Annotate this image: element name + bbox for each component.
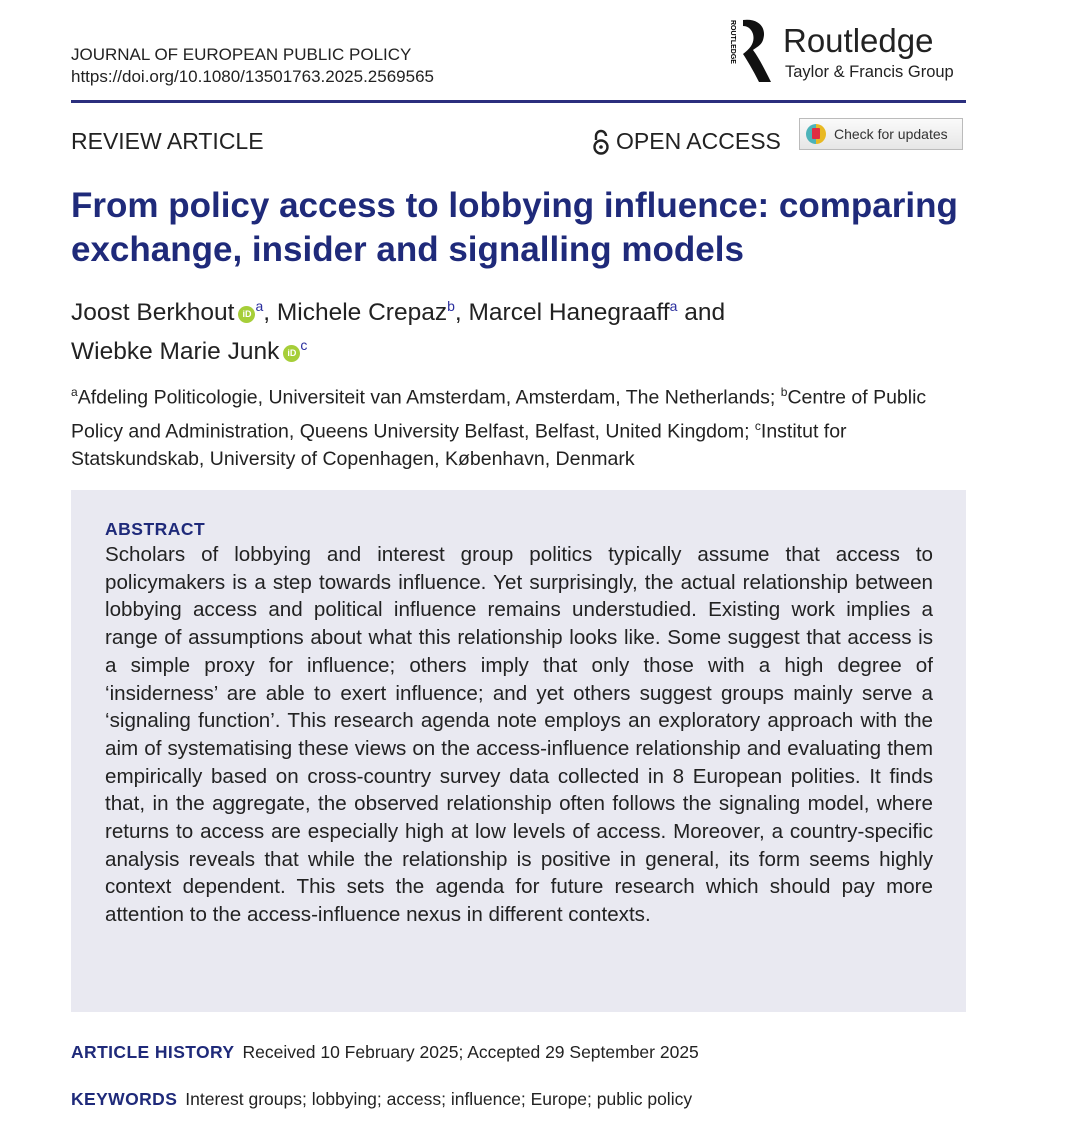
article-history-label: ARTICLE HISTORY: [71, 1042, 235, 1062]
author-name[interactable]: Marcel Hanegraaff: [468, 299, 670, 327]
author-list: Joost Berkhout $iD^a$, Michele Crepaz$^b$, Marcel Hanegraaff$^a$ and Wiebke Marie Junk $iD^c$: [71, 298, 726, 366]
affiliations: [71, 378, 971, 473]
affiliation-marker: a: [669, 298, 678, 314]
author-name[interactable]: Wiebke Marie Junk: [71, 338, 280, 366]
abstract-text: Scholars of lobbying and interest group politics typically assume that access to policymakers is a step towards influence. Yet surprisingly, the actual relationship between lobbying access and political influence remains understudied. Existing work implies a range of assumptions about what this relationship looks like. Some suggest that access is a simple proxy for influence; others imply that only those with a high degree of ‘insiderness’ are able to exert influence; and yet others suggest groups mainly serve a ‘signaling function’. This research agenda note employs an exploratory approach with the aim of systematising these views on the access-influence relationship and evaluating them empirically based on cross-country survey data collected in 8 European polities. It finds that, in the aggregate, the observed relationship often follows the signaling model, where returns to access are especially high at low levels of access. Moreover, a country-specific analysis reveals that while the relationship is positive in general, its form seems highly context dependent. This sets the agenda for future research which should pay more attention to the access-influence nexus in different contexts.: [105, 543, 933, 927]
article-title: From policy access to lobbying influence: comparing exchange, insider and signalling models: [71, 186, 958, 269]
article-type: REVIEW ARTICLE: [71, 128, 264, 154]
journal-header: [71, 44, 434, 88]
affiliation-marker: c: [300, 337, 308, 354]
publisher-name: Routledge: [783, 22, 934, 59]
author-name[interactable]: Joost Berkhout: [71, 299, 235, 327]
check-for-updates-button[interactable]: [799, 118, 963, 150]
orcid-icon[interactable]: iD: [238, 306, 255, 323]
and-text: and: [684, 299, 726, 327]
article-history: [71, 1042, 699, 1063]
affiliation-marker: c: [754, 418, 761, 433]
open-lock-icon: [592, 129, 610, 155]
svg-text:ROUTLEDGE: ROUTLEDGE: [729, 20, 736, 64]
keywords: [71, 1089, 692, 1110]
keywords-label: KEYWORDS: [71, 1089, 178, 1109]
affiliation: Institut for Statskundskab, University of Copenhagen, København, Denmark: [71, 420, 847, 470]
crossmark-icon: [806, 124, 826, 144]
author-name[interactable]: Michele Crepaz: [276, 299, 448, 327]
affiliation-marker: a: [71, 385, 78, 399]
article-history-text: Received 10 February 2025; Accepted 29 September 2025: [242, 1042, 699, 1062]
keywords-text: Interest groups; lobbying; access; influence; Europe; public policy: [185, 1089, 693, 1109]
abstract-heading: ABSTRACT: [105, 519, 206, 539]
open-access-text: OPEN ACCESS: [616, 128, 781, 154]
doi-link[interactable]: https://doi.org/10.1080/13501763.2025.2569565: [71, 67, 434, 86]
affiliation: Centre of Public Policy and Administration, Queens University Belfast, Belfast, United Kingdom;: [71, 386, 927, 442]
open-access-label: [592, 128, 781, 155]
orcid-icon[interactable]: iD: [283, 345, 300, 362]
routledge-logo-icon: [725, 18, 773, 84]
header-divider: [71, 100, 966, 103]
check-for-updates-label: Check for updates: [834, 126, 948, 142]
affiliation-marker: a: [255, 298, 264, 314]
publisher-group: Taylor & Francis Group: [785, 63, 954, 81]
journal-name: JOURNAL OF EUROPEAN PUBLIC POLICY: [71, 45, 412, 64]
affiliation: Afdeling Politicologie, Universiteit van Amsterdam, Amsterdam, The Netherlands;: [77, 386, 776, 409]
publisher-logo: [725, 18, 970, 88]
affiliation-marker: b: [447, 298, 455, 314]
affiliation-marker: b: [780, 385, 788, 399]
